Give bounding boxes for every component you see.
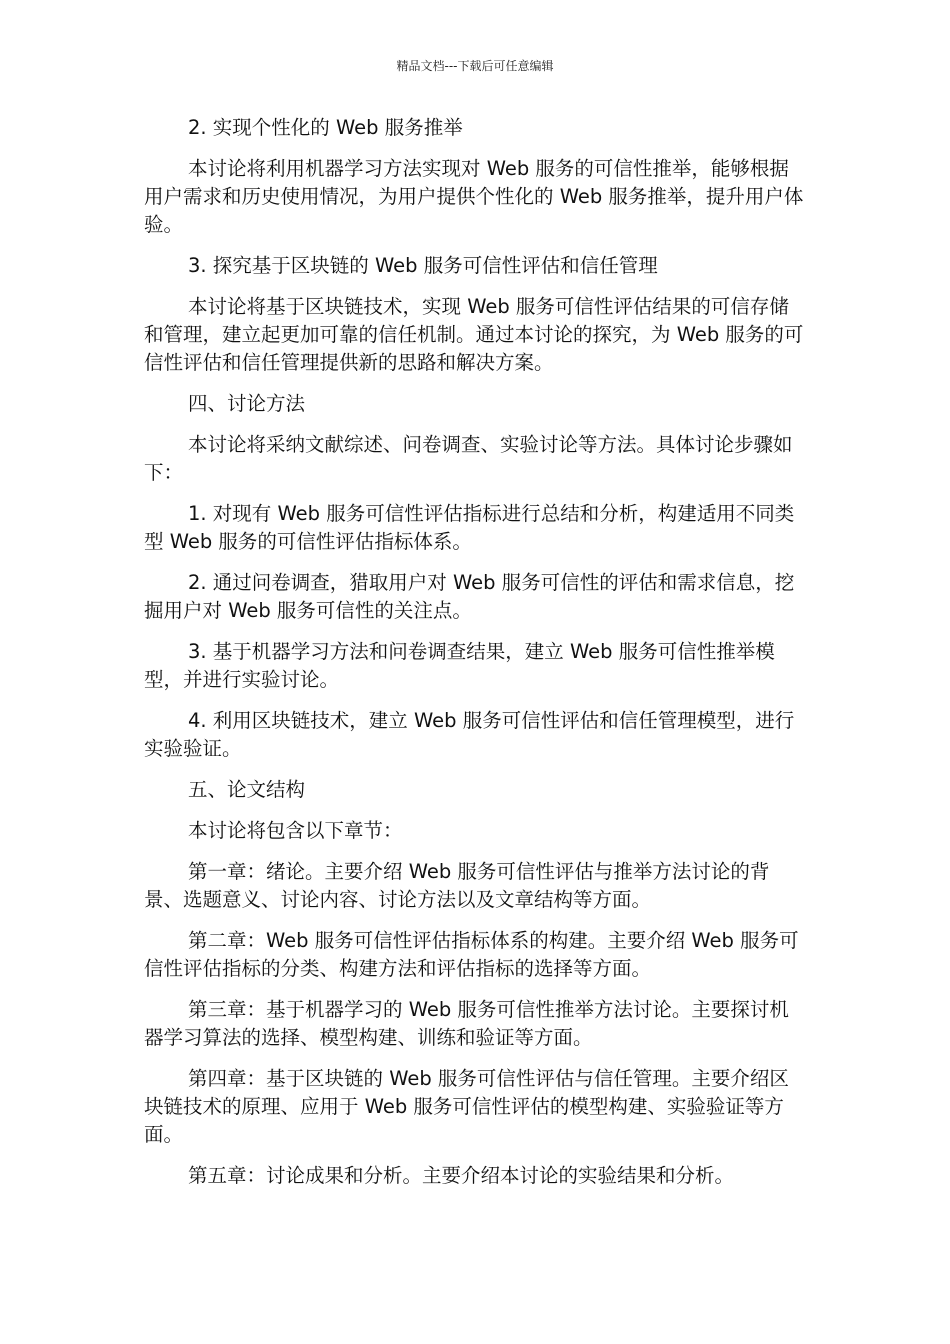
list-item: 4. 利用区块链技术，建立 Web 服务可信性评估和信任管理模型，进行实验验证。 bbox=[144, 709, 795, 760]
section-heading: 2. 实现个性化的 Web 服务推举 bbox=[188, 116, 463, 139]
document-body bbox=[144, 114, 806, 1203]
chapter-item: 第二章：Web 服务可信性评估指标体系的构建。主要介绍 Web 服务可信性评估指标的分类、构建方法和评估指标的选择等方面。 bbox=[144, 929, 799, 980]
body-paragraph: 本讨论将包含以下章节： bbox=[188, 819, 403, 842]
body-paragraph: 本讨论将基于区块链技术，实现 Web 服务可信性评估结果的可信存储和管理，建立起更加可靠的信任机制。通过本讨论的探究，为 Web 服务的可信性评估和信任管理提供新的思路和解决方案。 bbox=[144, 295, 804, 374]
chapter-item: 第一章：绪论。主要介绍 Web 服务可信性评估与推举方法讨论的背景、选题意义、讨论内容、讨论方法以及文章结构等方面。 bbox=[144, 860, 770, 911]
section-heading: 四、讨论方法 bbox=[188, 392, 306, 415]
section-heading: 3. 探究基于区块链的 Web 服务可信性评估和信任管理 bbox=[188, 254, 658, 277]
page-header: 精品文档---下载后可任意编辑 bbox=[396, 59, 554, 73]
chapter-item: 第五章：讨论成果和分析。主要介绍本讨论的实验结果和分析。 bbox=[188, 1164, 735, 1187]
chapter-item: 第三章：基于机器学习的 Web 服务可信性推举方法讨论。主要探讨机器学习算法的选择、模型构建、训练和验证等方面。 bbox=[144, 998, 789, 1049]
body-paragraph: 本讨论将利用机器学习方法实现对 Web 服务的可信性推举，能够根据用户需求和历史使用情况，为用户提供个性化的 Web 服务推举，提升用户体验。 bbox=[144, 157, 804, 236]
list-item: 1. 对现有 Web 服务可信性评估指标进行总结和分析，构建适用不同类型 Web 服务的可信性评估指标体系。 bbox=[144, 502, 795, 553]
list-item: 2. 通过问卷调查，猎取用户对 Web 服务可信性的评估和需求信息，挖掘用户对 Web 服务可信性的关注点。 bbox=[144, 571, 795, 622]
list-item: 3. 基于机器学习方法和问卷调查结果，建立 Web 服务可信性推举模型，并进行实验讨论。 bbox=[144, 640, 775, 691]
section-heading: 五、论文结构 bbox=[188, 778, 306, 801]
body-paragraph: 本讨论将采纳文献综述、问卷调查、实验讨论等方法。具体讨论步骤如下： bbox=[144, 433, 793, 484]
chapter-item: 第四章：基于区块链的 Web 服务可信性评估与信任管理。主要介绍区块链技术的原理、应用于 Web 服务可信性评估的模型构建、实验验证等方面。 bbox=[144, 1067, 789, 1146]
